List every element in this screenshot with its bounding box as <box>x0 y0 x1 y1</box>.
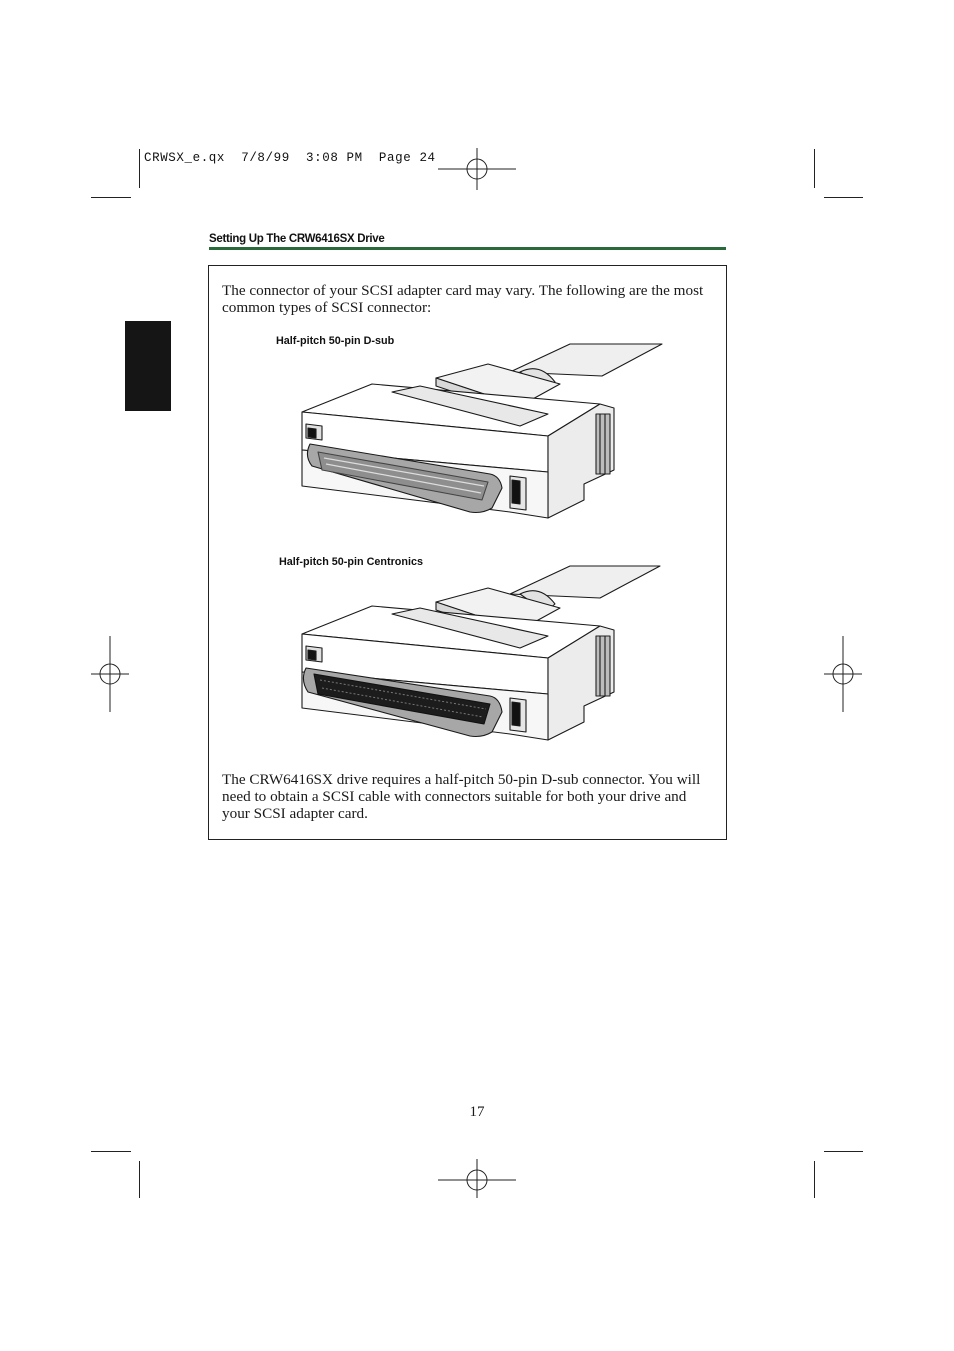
running-header: Setting Up The CRW6416SX Drive <box>209 233 385 245</box>
figure-caption-dsub: Half-pitch 50-pin D-sub <box>276 335 395 347</box>
figure-caption-centronics: Half-pitch 50-pin Centronics <box>279 556 423 568</box>
intro-paragraph: The connector of your SCSI adapter card may vary. The following are the most common types of SCSI connector: <box>222 282 704 316</box>
closing-paragraph: The CRW6416SX drive requires a half-pitch 50-pin D-sub connector. You will need to obtain a SCSI cable with connectors suitable for both your drive and your SCSI adapter card. <box>222 771 701 822</box>
page-number: 17 <box>469 1104 485 1120</box>
print-slug: CRWSX_e.qx 7/8/99 3:08 PM Page 24 <box>144 151 436 165</box>
